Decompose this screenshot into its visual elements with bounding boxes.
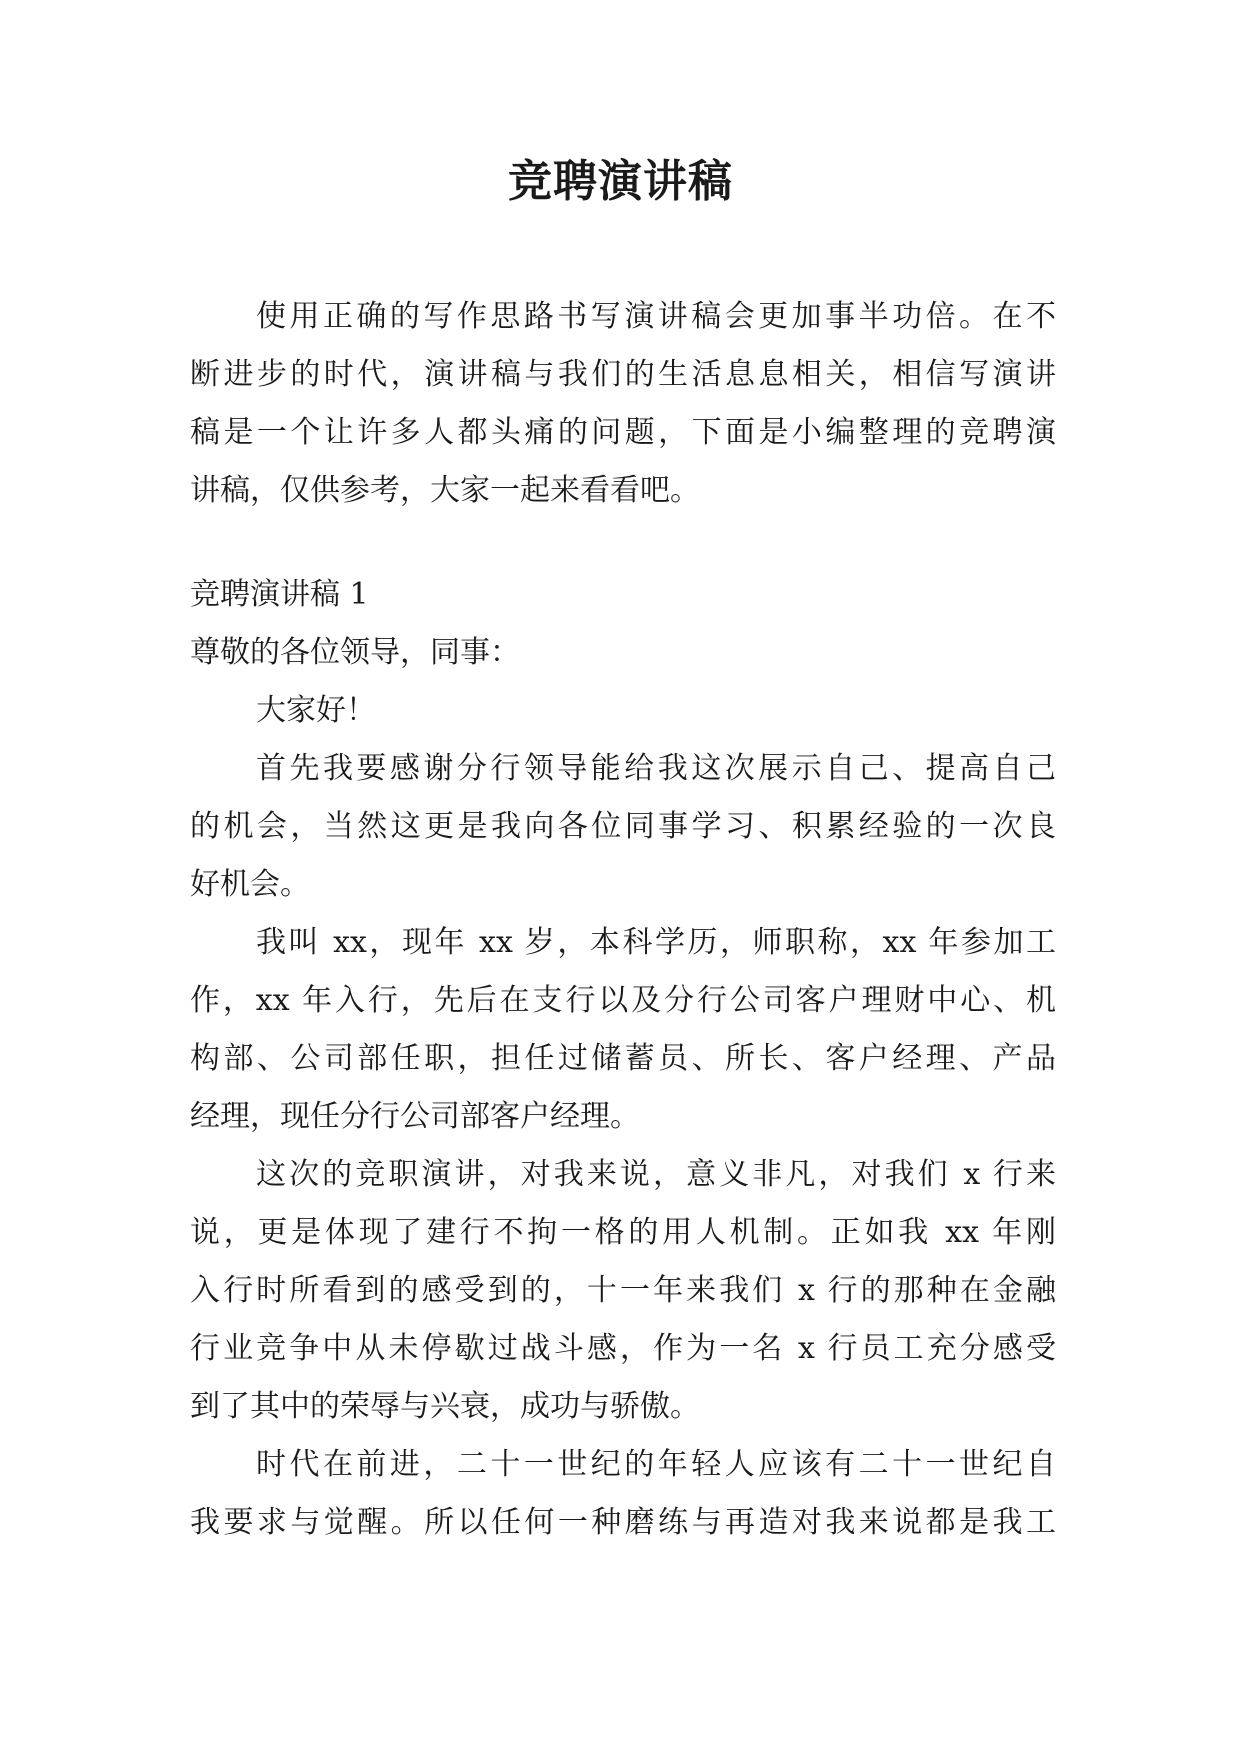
paragraph-4 (190, 1436, 1056, 1552)
paragraph-line: 构部、公司部任职，担任过储蓄员、所长、客户经理、产品 (190, 1041, 1056, 1076)
paragraph-line: 这次的竞职演讲，对我来说，意义非凡，对我们 x 行来 (256, 1157, 1056, 1192)
paragraph-line: 说，更是体现了建行不拘一格的用人机制。正如我 xx 年刚 (190, 1215, 1056, 1250)
paragraph-line: 作，xx 年入行，先后在支行以及分行公司客户理财中心、机 (190, 983, 1056, 1018)
spacer (190, 520, 1056, 566)
paragraph-line: 的机会，当然这更是我向各位同事学习、积累经验的一次良 (190, 809, 1056, 844)
paragraph-line: 行业竞争中从未停歇过战斗感，作为一名 x 行员工充分感受 (190, 1331, 1056, 1366)
paragraph-line: 使用正确的写作思路书写演讲稿会更加事半功倍。在不 (256, 299, 1056, 334)
paragraph-line: 到了其中的荣辱与兴衰，成功与骄傲。 (190, 1389, 700, 1424)
paragraph-line: 时代在前进，二十一世纪的年轻人应该有二十一世纪自 (256, 1447, 1056, 1482)
paragraph-2 (190, 914, 1056, 1146)
paragraph-line: 讲稿，仅供参考，大家一起来看看吧。 (190, 473, 700, 508)
paragraph-line: 经理，现任分行公司部客户经理。 (190, 1099, 640, 1134)
paragraph-line: 断进步的时代，演讲稿与我们的生活息息相关，相信写演讲 (190, 357, 1056, 392)
paragraph-line: 首先我要感谢分行领导能给我这次展示自己、提高自己 (256, 751, 1056, 786)
paragraph-1 (190, 740, 1056, 914)
section-heading: 竞聘演讲稿 1 (190, 577, 369, 612)
paragraph-line: 好机会。 (190, 867, 310, 902)
document-title: 竞聘演讲稿 (508, 156, 733, 207)
paragraph-line: 稿是一个让许多人都头痛的问题，下面是小编整理的竞聘演 (190, 415, 1056, 450)
paragraph-line: 我要求与觉醒。所以任何一种磨练与再造对我来说都是我工 (190, 1505, 1056, 1540)
intro-paragraph (190, 288, 1056, 520)
paragraph-line: 入行时所看到的感受到的，十一年来我们 x 行的那种在金融 (190, 1273, 1056, 1308)
document-body (190, 288, 1056, 1552)
paragraph-3 (190, 1146, 1056, 1436)
paragraph-line: 我叫 xx，现年 xx 岁，本科学历，师职称，xx 年参加工 (256, 925, 1056, 960)
salutation: 尊敬的各位领导，同事： (190, 635, 520, 670)
greeting: 大家好！ (256, 693, 376, 728)
